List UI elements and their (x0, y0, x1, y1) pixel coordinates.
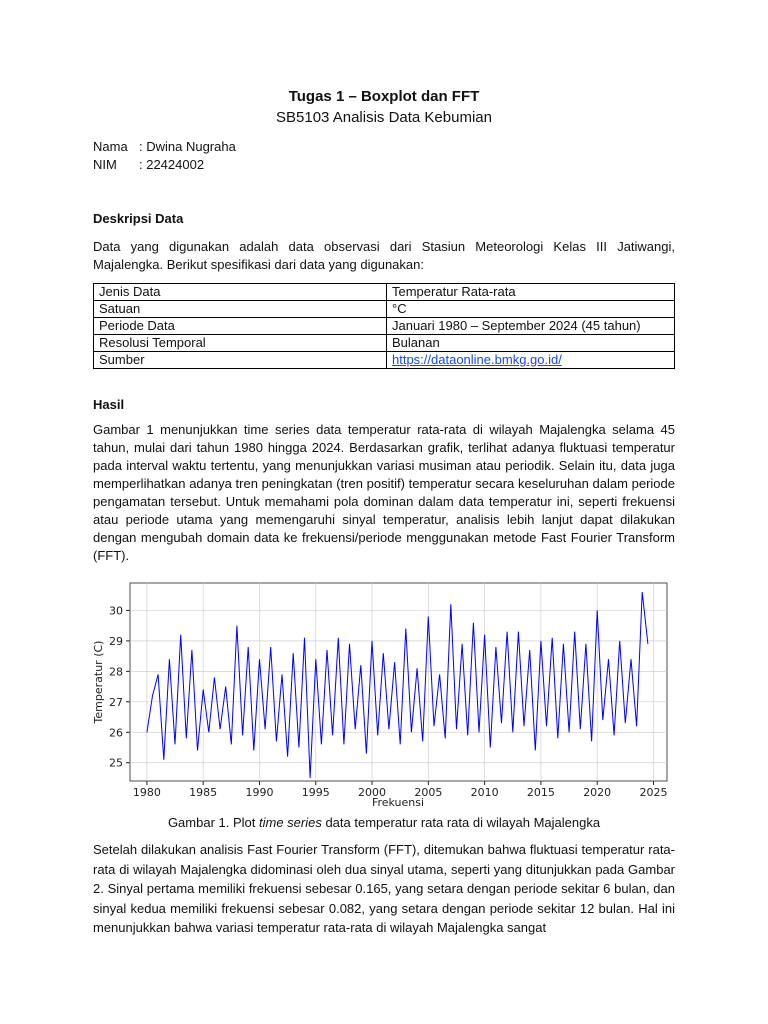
x-tick-label: 2010 (470, 786, 499, 799)
y-tick-label: 28 (109, 665, 123, 679)
name-label: Nama (93, 139, 128, 154)
section-heading-hasil: Hasil (93, 397, 125, 412)
table-row (94, 301, 675, 318)
x-tick-label: 2025 (639, 786, 668, 799)
y-tick-label: 30 (109, 604, 123, 618)
x-tick-label: 1995 (301, 786, 330, 799)
x-tick-label: 1985 (189, 786, 218, 799)
x-axis-label: Frekuensi (371, 796, 425, 809)
nim-line (93, 157, 204, 172)
name-value: : Dwina Nugraha (139, 139, 236, 154)
caption-prefix: Gambar 1. Plot (167, 815, 259, 830)
table-value: Januari 1980 – September 2024 (45 tahun) (387, 318, 675, 335)
caption-suffix: data temperatur rata rata di wilayah Majalengka (321, 815, 601, 830)
spec-table (93, 283, 675, 369)
document-title: Tugas 1 – Boxplot dan FFT (288, 88, 480, 105)
x-tick-label: 1990 (245, 786, 274, 799)
course-title: SB5103 Analisis Data Kebumian (276, 109, 492, 126)
y-axis-ticks (109, 604, 130, 769)
x-tick-label: 2005 (414, 786, 443, 799)
source-link[interactable]: https://dataonline.bmkg.go.id/ (392, 352, 562, 367)
y-tick-label: 25 (109, 756, 123, 770)
x-tick-label: 2000 (358, 786, 387, 799)
fft-paragraph: Setelah dilakukan analisis Fast Fourier Transform (FFT), ditemukan bahwa fluktuasi temperatur rata-rata di wilayah Majalengka didominasi oleh dua sinyal utama, seperti yang ditunjukkan pada Gambar 2. Sinyal pertama memiliki frekuensi sebesar 0.165, yang setara dengan periode sekitar 6 bulan, dan sinyal kedua memiliki frekuensi sebesar 0.082, yang setara dengan periode sekitar 12 bulan. Hal ini menunjukkan bahwa variasi temperatur rata-rata di wilayah Majalengka sangat (93, 842, 675, 935)
nim-value: : 22424002 (139, 157, 205, 172)
y-axis-label: Temperatur (C) (92, 640, 105, 724)
table-row (94, 284, 675, 301)
x-tick-label: 1980 (132, 786, 161, 799)
table-key: Resolusi Temporal (94, 335, 387, 352)
section-heading-deskripsi: Deskripsi Data (93, 211, 184, 226)
table-row (94, 318, 675, 335)
hasil-paragraph: Gambar 1 menunjukkan time series data temperatur rata-rata di wilayah Majalengka selama 45 tahun, mulai dari tahun 1980 hingga 2024. Berdasarkan grafik, terlihat adanya fluktuasi temperatur pada interval waktu tertentu, yang menunjukkan variasi musiman atau periodik. Selain itu, data juga memperlihatkan adanya tren peningkatan (tren positif) temperatur secara keseluruhan dalam periode pengamatan tersebut. Untuk memahami pola dominan dalam data temperatur ini, seperti frekuensi atau periode utama yang memengaruhi sinyal temperatur, analisis lebih lanjut dapat dilakukan dengan mengubah domain data ke frekuensi/periode menggunakan metode Fast Fourier Transform (FFT). (93, 422, 675, 563)
table-key: Periode Data (94, 318, 387, 335)
table-key: Sumber (94, 352, 387, 369)
caption-italic: time series (258, 815, 322, 830)
x-tick-label: 2015 (526, 786, 555, 799)
nim-label: NIM (93, 157, 117, 172)
table-row (94, 335, 675, 352)
figure-caption (93, 815, 675, 830)
name-line (93, 139, 236, 154)
table-value: Bulanan (387, 335, 675, 352)
y-tick-label: 29 (109, 634, 123, 648)
plot-area (130, 583, 667, 781)
x-tick-label: 2020 (583, 786, 612, 799)
y-tick-label: 26 (109, 726, 123, 740)
temperature-timeseries-chart (90, 578, 686, 814)
deskripsi-paragraph: Data yang digunakan adalah data observasi dari Stasiun Meteorologi Kelas III Jatiwangi, Majalengka. Berikut spesifikasi dari data yang digunakan: (93, 239, 675, 272)
table-key: Satuan (94, 301, 387, 318)
table-value: °C (387, 301, 675, 318)
table-row (94, 352, 675, 369)
y-tick-label: 27 (109, 695, 123, 709)
table-key: Jenis Data (94, 284, 387, 301)
table-value (387, 352, 675, 369)
table-value: Temperatur Rata-rata (387, 284, 675, 301)
